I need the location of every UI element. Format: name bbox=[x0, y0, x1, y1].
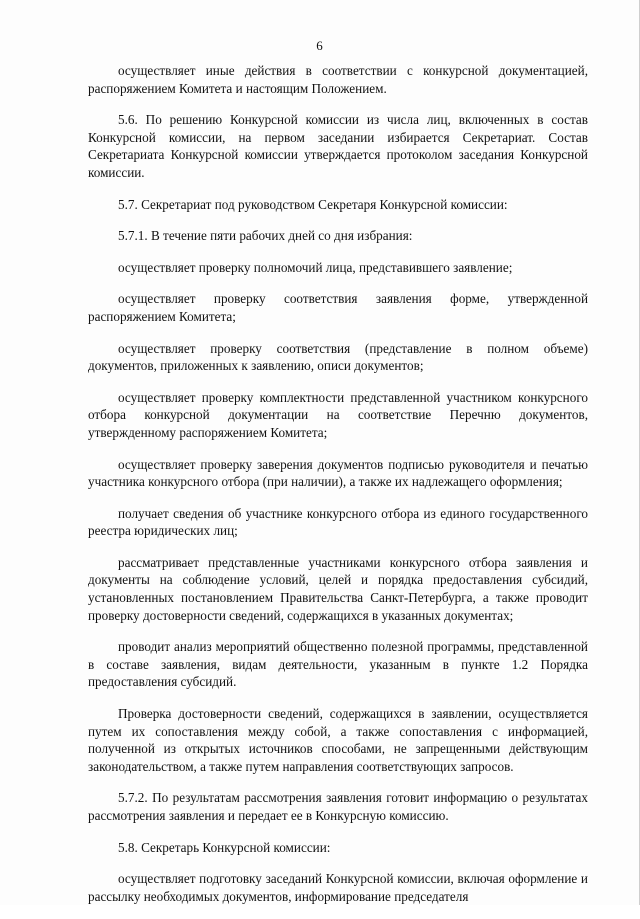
page-number: 6 bbox=[316, 38, 323, 53]
paragraph-5-6: 5.6. По решению Конкурсной комиссии из числа лиц, включенных в состав Конкурсной комиссии, на первом заседании избирается Секретариат. Состав Секретариата Конкурсной комиссии утверждается протоколом заседания Конкурсной комиссии. bbox=[88, 112, 588, 180]
paragraph-5-7-1: 5.7.1. В течение пяти рабочих дней со дня избрания: bbox=[118, 228, 413, 244]
paragraph-5-7: 5.7. Секретариат под руководством Секретаря Конкурсной комиссии: bbox=[118, 196, 508, 212]
paragraph-check-inventory: осуществляет проверку соответствия (представление в полном объеме) документов, приложенных к заявлению, описи документов; bbox=[88, 340, 588, 374]
paragraph-verification: Проверка достоверности сведений, содержащихся в заявлении, осуществляется путем их сопоставления между собой, а также сопоставления с информацией, полученной из открытых источников способами, не запрещенными действующим законодательством, а также путем направления соответствующих запросов. bbox=[88, 706, 588, 774]
document-body bbox=[88, 62, 588, 919]
paragraph-1: осуществляет иные действия в соответствии с конкурсной документацией, распоряжением Комитета и настоящим Положением. bbox=[88, 63, 588, 96]
paragraph-check-signature: осуществляет проверку заверения документов подписью руководителя и печатью участника конкурсного отбора (при наличии), а также их надлежащего оформления; bbox=[88, 456, 588, 490]
paragraph-analysis: проводит анализ мероприятий общественно полезной программы, представленной в составе заявления, видам деятельности, указанным в пункте 1.2 Порядка предоставления субсидий. bbox=[88, 639, 588, 690]
paragraph-check-completeness: осуществляет проверку комплектности представленной участником конкурсного отбора конкурсной документации на соответствие Перечню документов, утвержденному распоряжением Комитета; bbox=[88, 389, 588, 440]
paragraph-registry: получает сведения об участнике конкурсного отбора из единого государственного реестра юридических лиц; bbox=[88, 505, 588, 539]
paragraph-review: рассматривает представленные участниками конкурсного отбора заявления и документы на соблюдение условий, целей и порядка предоставления субсидий, установленных постановлением Правительства Санкт-Петербурга, а также проводит проверку достоверности сведений, содержащихся в указанных документах; bbox=[88, 554, 588, 623]
paragraph-5-7-2: 5.7.2. По результатам рассмотрения заявления готовит информацию о результатах рассмотрения заявления и передает ее в Конкурсную комиссию. bbox=[88, 790, 588, 823]
paragraph-secretary-duties: осуществляет подготовку заседаний Конкурсной комиссии, включая оформление и рассылку необходимых документов, информирование председателя bbox=[88, 871, 588, 904]
paragraph-check-form: осуществляет проверку соответствия заявления форме, утвержденной распоряжением Комитета; bbox=[88, 291, 588, 324]
paragraph-5-8: 5.8. Секретарь Конкурсной комиссии: bbox=[118, 839, 331, 855]
paragraph-check-authority: осуществляет проверку полномочий лица, представившего заявление; bbox=[118, 259, 513, 275]
